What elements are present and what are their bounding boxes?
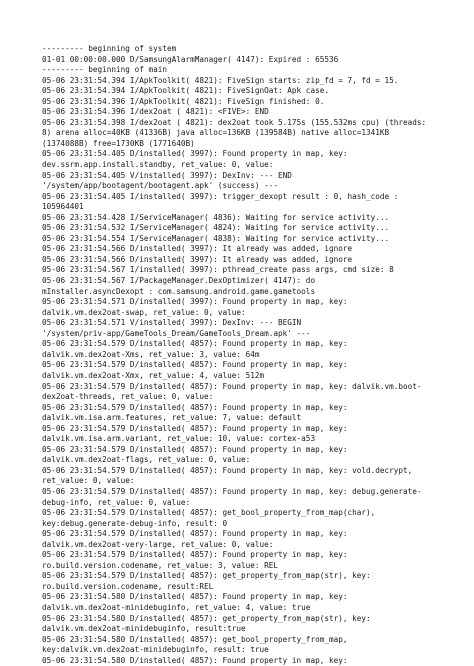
log-line: dalvik.vm.isa.arm.variant, ret_value: 10, value: cortex-a53	[42, 434, 316, 444]
log-line: dalvik.vm.dex2oat-minidebuginfo, ret_value: 4, value: true	[42, 602, 311, 612]
log-line: 05-06 23:31:54.579 D/installed( 4857): Found property in map, key:	[42, 402, 348, 412]
log-line: 05-06 23:31:54.579 D/installed( 4857): get_bool_property_from_map(char),	[42, 508, 376, 518]
log-line: key:debug.generate-debug-info, result: 0	[42, 518, 228, 528]
log-line: (1374088B) free=1730KB (1771640B)	[42, 138, 195, 148]
log-line: 05-06 23:31:54.398 I/dex2oat ( 4821): dex2oat took 5.175s (155.532ms cpu) (threads:	[42, 117, 427, 127]
log-line: 05-06 23:31:54.405 I/installed( 3997): trigger_dexopt result : 0, hash_code :	[42, 191, 399, 201]
log-line: 05-06 23:31:54.567 I/PackageManager.DexOptimizer( 4147): do	[42, 276, 316, 286]
log-line: 01-01 00:00:00.000 D/SamsungAlarmManager( 4147): Expired : 65536	[42, 54, 339, 64]
log-line: --------- beginning of system	[42, 44, 177, 53]
log-line: dalvik.vm.dex2oat-very-large, ret_value: 0, value:	[42, 539, 274, 549]
log-line: ro.build.version.codename, ret_value: 3, value: REL	[42, 560, 279, 570]
log-line: key:dalvik.vm.dex2oat-minidebuginfo, result: true	[42, 645, 269, 655]
log-line: dev.ssrm.app.install.standby, ret_value: 0, value:	[42, 160, 274, 170]
log-line: '/system/app/bootagent/bootagent.apk' (success) ---	[42, 181, 279, 191]
log-line: ro.build.version.codename, result:REL	[42, 581, 214, 591]
log-line: 05-06 23:31:54.554 I/ServiceManager( 4838): Waiting for service activity...	[42, 233, 390, 243]
log-line: 05-06 23:31:54.579 D/installed( 4857): get_property_from_map(str), key:	[42, 571, 371, 581]
log-line: dex2oat-threads, ret_value: 0, value:	[42, 392, 214, 402]
log-line: 05-06 23:31:54.580 D/installed( 4857): get_bool_property_from_map,	[42, 634, 348, 644]
log-line: 05-06 23:31:54.566 D/installed( 3997): It already was added, ignore	[42, 254, 353, 264]
log-line: dalvik.vm.dex2oat-Xmx, ret_value: 4, value: 512m	[42, 370, 265, 380]
log-line: 05-06 23:31:54.405 D/installed( 3997): Found property in map, key:	[42, 149, 348, 159]
log-line: 8) arena alloc=40KB (41336B) java alloc=136KB (139584B) native alloc=1341KB	[42, 128, 390, 138]
log-line: dalvik.vm.dex2oat-minidebuginfo, result:true	[42, 624, 246, 634]
log-line: 05-06 23:31:54.579 D/installed( 4857): Found property in map, key:	[42, 444, 348, 454]
log-line: 05-06 23:31:54.579 D/installed( 4857): Found property in map, key:	[42, 339, 348, 349]
log-line: dalvik.vm.dex2oat-swap, ret_value: 0, value:	[42, 307, 246, 317]
log-line: 05-06 23:31:54.579 D/installed( 4857): Found property in map, key:	[42, 550, 348, 560]
log-line: 05-06 23:31:54.566 D/installed( 3997): It already was added, ignore	[42, 244, 353, 254]
log-line: 05-06 23:31:54.428 I/ServiceManager( 4836): Waiting for service activity...	[42, 212, 390, 222]
log-line: 05-06 23:31:54.580 D/installed( 4857): Found property in map, key:	[42, 655, 348, 665]
log-line: 05-06 23:31:54.394 I/ApkToolkit( 4821): FiveSign starts: zip_fd = 7, fd = 15.	[42, 75, 399, 85]
log-line: 05-06 23:31:54.396 I/ApkToolkit( 4821): FiveSign finished: 0.	[42, 96, 325, 106]
log-line: 05-06 23:31:54.396 I/dex2oat ( 4821): <FIVE>: END	[42, 107, 269, 117]
log-line: debug-info, ret_value: 0, value:	[42, 497, 191, 507]
log-line: 05-06 23:31:54.579 D/installed( 4857): Found property in map, key: vold.decrypt,	[42, 465, 413, 475]
log-line: dalvik.vm.dex2oat-flags, ret_value: 0, value:	[42, 455, 251, 465]
log-line: 05-06 23:31:54.579 D/installed( 4857): Found property in map, key: dalvik.vm.boot-	[42, 381, 422, 391]
log-line: dalvik.vm.dex2oat-Xms, ret_value: 3, value: 64m	[42, 349, 260, 359]
log-line: 105964401	[42, 202, 84, 212]
log-line: 05-06 23:31:54.532 I/ServiceManager( 4824): Waiting for service activity...	[42, 223, 390, 233]
log-line: 05-06 23:31:54.579 D/installed( 4857): Found property in map, key: debug.generate-	[42, 486, 422, 496]
log-line: 05-06 23:31:54.571 D/installed( 3997): Found property in map, key:	[42, 297, 348, 307]
log-line: 05-06 23:31:54.580 D/installed( 4857): Found property in map, key:	[42, 592, 348, 602]
log-line: 05-06 23:31:54.579 D/installed( 4857): Found property in map, key:	[42, 529, 348, 539]
log-line: 05-06 23:31:54.405 V/installed( 3997): DexInv: --- END	[42, 170, 292, 180]
log-line: 05-06 23:31:54.571 V/installed( 3997): DexInv: --- BEGIN	[42, 318, 302, 328]
log-line: 05-06 23:31:54.567 I/installed( 3997): pthread_create pass args, cmd size: 8	[42, 265, 394, 275]
log-line: --------- beginning of main	[42, 65, 167, 75]
log-line: 05-06 23:31:54.579 D/installed( 4857): Found property in map, key:	[42, 360, 348, 370]
log-document	[42, 44, 462, 666]
log-line: ret_value: 0, value:	[42, 476, 135, 486]
log-line: 05-06 23:31:54.580 D/installed( 4857): get_property_from_map(str), key:	[42, 613, 371, 623]
log-line: 05-06 23:31:54.394 I/ApkToolkit( 4821): FiveSignOat: Apk case.	[42, 86, 329, 96]
log-line: mInstaller.asyncDexopt : com.samsung.android.game.gametools	[42, 286, 316, 296]
log-line: '/system/priv-app/GameTools_Dream/GameTools_Dream.apk' ---	[42, 328, 311, 338]
log-line: 05-06 23:31:54.579 D/installed( 4857): Found property in map, key:	[42, 423, 348, 433]
log-line: dalvik.vm.isa.arm.features, ret_value: 7, value: default	[42, 413, 302, 423]
